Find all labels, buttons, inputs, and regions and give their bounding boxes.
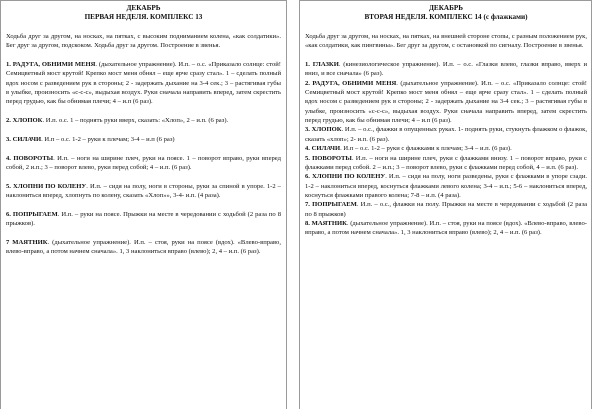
- exercise-title: 7 МАЯТНИК: [6, 238, 48, 246]
- exercise-title: 5. ХЛОПНИ ПО КОЛЕНУ: [6, 182, 87, 190]
- exercise-title: 6. ХЛОПНИ ПО КОЛЕНУ: [305, 173, 386, 181]
- right-month: ДЕКАБРЬ: [428, 4, 464, 12]
- right-heading: ВТОРАЯ НЕДЕЛЯ. КОМПЛЕКС 14 (с флажками): [364, 13, 528, 21]
- exercise-text: . И.п – о.с. 1-2 – руки с флажками к плечам; 3-4 – и.п. (6 раз).: [340, 145, 512, 153]
- exercise-text: . И.п. – ноги на ширине плеч, руки на поясе. 1 – поворот вправо, руки вперед собой, 2 и.п.; 3 – поворот влево, руки перед собой; 4 – и.п. (6 раз).: [6, 154, 281, 171]
- exercise-text: . И.п. – ноги на ширине плеч, руки с флажками внизу. 1 – поворот вправо, руки с флажками перед собой. 2 – и.п.; 3 – поворот влево, руки с флажками перед собой, 4 – и.п. (6 раз).: [305, 154, 587, 171]
- exercise-text: . И.п. – руки на поясе. Прыжки на месте в чередовании с ходьбой (2 раза по 8 прыжков).: [6, 210, 281, 228]
- exercise-text: . И.п. – о.с., флажки на полу. Прыжки на месте в чередовании с ходьбой (2 раза по 8 прыжков): [305, 201, 588, 218]
- left-exercise-7: [6, 238, 281, 257]
- right-exercise-4: [305, 144, 587, 153]
- right-page: [299, 0, 592, 409]
- exercise-text: . (дыхательное упражнение). И.п. – о.с. «Приказало солнце: стой! Семицветный мост крутой! Крепко мост меня обнял – еще ярче сразу стал». 1 – сделать полный вдох носом с разведением рук в стороны; 2 - задержать дыхание на 3-4 сек.; 3 – растягивая губы в улыбке, произносить «с-с-с», выдыхая воздух. Руки сначала направить вперед, затем скрестить перед грудью, как бы обнимая плечи; 4 – и.п (6 раз).: [305, 79, 587, 125]
- exercise-text: . И.п. – сидя на полу, ноги в стороны, руки за спиной в упоре. 1-2 – наклониться вперед, хлопнуть по колену, сказать «Хлоп»», 3-4- и.п. (4 раза).: [6, 182, 281, 200]
- right-exercise-2: [305, 79, 587, 126]
- exercise-text: . И.п. о.с. 1 – поднять руки вверх, сказать: «Хлоп», 2 – и.п. (6 раз).: [42, 117, 229, 125]
- left-month: ДЕКАБРЬ: [126, 4, 161, 12]
- left-exercise-4: [6, 154, 281, 173]
- exercise-text: . (дыхательное упражнение). И.п. – стоя, руки на поясе (вдох). «Влево-вправо, влево-вправо, а потом начнем сначала». 1, 3 наклониться вправо (влево); 2, 4 – и.п. (6 раз).: [6, 238, 281, 256]
- exercise-text: . (кинезиологическое упражнение). И.п. – о.с. «Глазки влево, глазки вправо, вверх и вниз, и все сначала» (6 раз).: [305, 61, 588, 78]
- left-exercise-6: [6, 210, 281, 229]
- exercise-title: 4. ПОВОРОТЫ: [6, 154, 54, 162]
- left-exercise-3: [6, 135, 281, 144]
- exercise-title: 8. МАЯТНИК: [305, 219, 347, 227]
- left-exercise-1: [6, 60, 281, 107]
- left-page: [0, 0, 287, 409]
- right-intro: Ходьба друг за другом, на носках, на пятках, на внешней стороне стопы, с разным положением рук, «как солдатики, как пингвины». Бег друг за другом, с остановкой по сигналу. Построение в звенья.: [305, 33, 587, 50]
- exercise-title: 3. ХЛОПОК: [305, 126, 342, 134]
- right-exercise-7: [305, 200, 587, 219]
- exercise-title: 1. ГЛАЗКИ: [305, 61, 339, 69]
- exercise-title: 5. ПОВОРОТЫ: [305, 154, 352, 162]
- left-heading: ПЕРВАЯ НЕДЕЛЯ. КОМПЛЕКС 13: [84, 13, 203, 21]
- exercise-text: . И.п. – о.с., флажки в опущенных руках. 1- поднять руки, стукнуть флажком о флажок, сказать «хлоп»; 2- и.п. (6 раз).: [305, 126, 587, 143]
- exercise-title: 2. ХЛОПОК: [6, 117, 43, 125]
- exercise-text: . (дыхательное упражнение). И.п. – стоя, руки на поясе (вдох). «Влево-вправо, влево-вправо, а потом начнем сначала». 1, 3 наклониться вправо (влево); 2, 4 – и.п. (6 раз).: [305, 219, 587, 237]
- exercise-text: . И.п – о.с. 1-2 – руки к плечам; 3-4 – и.п (6 раз): [41, 135, 175, 143]
- right-exercise-8: [305, 219, 587, 238]
- exercise-text: . И.п. – сидя на полу, ноги разведены, руки с флажками в упоре сзади. 1-2 – наклониться вперед, коснуться флажками левого колена; 3-4 – и.п.; 5-6 – наклониться вперед, коснуться флажками правого колена; 7-8 – и.п. (4 раза).: [305, 173, 587, 199]
- exercise-title: 7. ПОПРЫГАЕМ: [305, 201, 357, 209]
- right-exercise-3: [305, 125, 587, 144]
- exercise-title: 4. СИЛАЧИ: [305, 145, 341, 153]
- exercise-title: 1. РАДУГА, ОБНИМИ МЕНЯ: [6, 61, 96, 69]
- left-intro: Ходьба друг за другом, на носках, на пятках, с высоким подниманием колена, «как солдатики». Бег друг за другом, подскоком. Ходьба друг за другом. Построение в звенья.: [6, 33, 281, 50]
- right-exercise-1: [305, 60, 587, 79]
- exercise-title: 2. РАДУГА, ОБНИМИ МЕНЯ: [305, 79, 397, 87]
- right-exercise-5: [305, 154, 587, 173]
- left-exercise-5: [6, 182, 281, 201]
- exercise-text: . (дыхательное упражнение). И.п. – о.с. «Приказало солнце: стой! Семицветный мост крутой! Крепко мост меня обнял – еще ярче сразу стал». 1 – сделать полный вдох носом с разведением рук в стороны; 2 - задержать дыхание на 3-4 сек.; 3 – растягивая губы в улыбке, произносить «с-с-с», выдыхая воздух. Руки сначала направить вперед, затем скрестить перед грудью, как бы обнимая плечи; 4 – и.п (6 раз).: [6, 61, 281, 106]
- exercise-title: 6. ПОПРЫГАЕМ: [6, 210, 58, 218]
- right-exercise-6: [305, 172, 587, 200]
- left-exercise-2: [6, 116, 281, 125]
- exercise-title: 3. СИЛАЧИ: [6, 135, 42, 143]
